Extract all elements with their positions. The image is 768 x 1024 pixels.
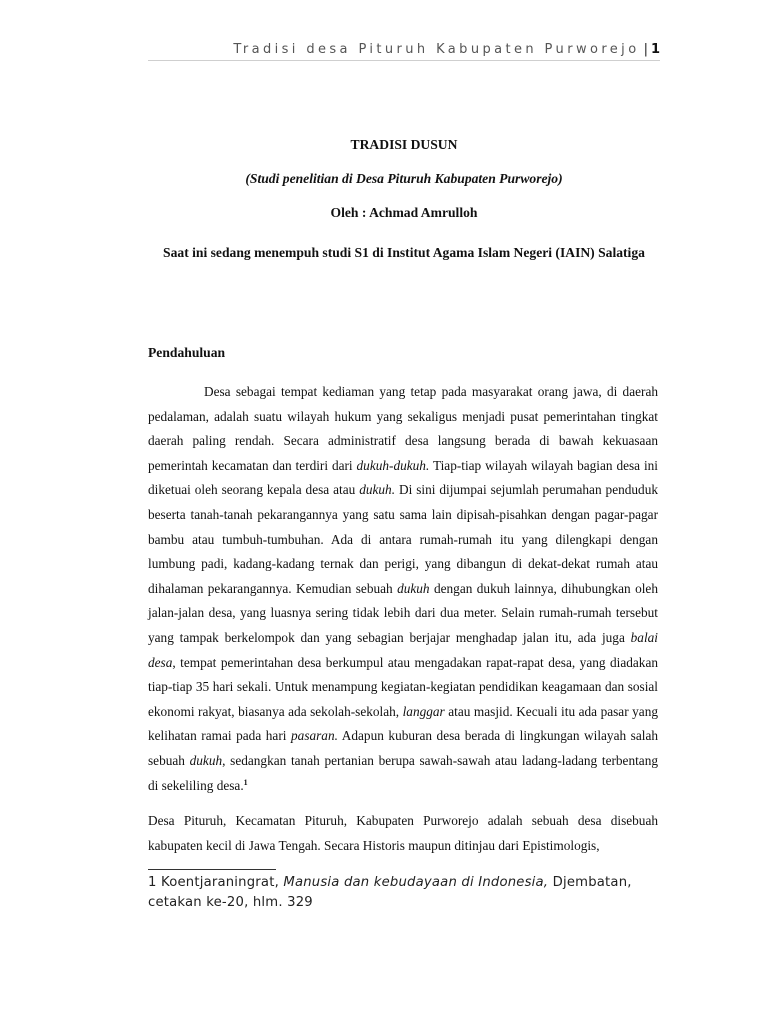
p1-term-dukuh: dukuh.: [359, 482, 396, 498]
p1-text-1: Desa sebagai tempat kediaman yang tetap pada masyarakat orang jawa, di daerah pedalaman, adalah suatu wilayah hukum yang sekaligus menjadi pusat pemerintahan tingkat daerah paling rendah. Secara administratif desa langsung berada di bawah kekuasaan pemerintah kecamatan dan terdiri dari: [148, 384, 658, 473]
footnote-number: 1: [148, 875, 157, 890]
running-header: [148, 42, 660, 57]
page-number: 1: [650, 42, 660, 57]
document-title: TRADISI DUSUN: [350, 137, 458, 152]
p1-text-2: Tiap-tiap wilayah wilayah bagian desa ini diketuai oleh seorang kepala desa atau: [148, 457, 659, 498]
p1-text-5: , tempat pemerintahan desa berkumpul atau mengadakan rapat-rapat desa, yang diadakan tiap-tiap 35 hari sekali. Untuk menampung kegiatan-kegiatan pendidikan keagamaan dan sosial ekonomi rakyat, biasanya ada sekolah-sekolah,: [148, 654, 658, 719]
footnote-details: cetakan ke-20, hlm. 329: [148, 895, 313, 910]
p1-text-4: dengan dukuh lainnya, dihubungkan oleh jalan-jalan desa, yang luasnya sering tidak lebih dari dua meter. Selain rumah-rumah tersebut yang tampak berkelompok dan yang sebagian berjajar menghadap jalan itu, ada juga: [148, 580, 658, 645]
author-line: Oleh : Achmad Amrulloh: [330, 205, 478, 220]
footnote-publisher: Djembatan,: [552, 875, 632, 890]
p1-term-dukuh-dukuh: dukuh-dukuh.: [356, 457, 430, 473]
footnote-book-title: Manusia dan kebudayaan di Indonesia,: [283, 875, 549, 890]
running-title: Tradisi desa Pituruh Kabupaten Purworejo: [233, 42, 640, 57]
paragraph-1: [148, 380, 658, 798]
body-text: [148, 380, 658, 858]
p1-term-dukuh-2: dukuh: [397, 580, 430, 596]
p1-term-langgar: langgar: [402, 703, 445, 719]
p1-term-pasaran: pasaran.: [291, 728, 338, 744]
footnote-reference[interactable]: 1: [243, 777, 248, 787]
paragraph-2: Desa Pituruh, Kecamatan Pituruh, Kabupaten Purworejo adalah sebuah desa disebuah kabupaten kecil di Jawa Tengah. Secara Historis maupun ditinjau dari Epistimologis,: [148, 813, 658, 853]
footnote-author: Koentjaraningrat,: [161, 875, 279, 890]
p1-text-6: atau masjid. Kecuali itu ada pasar yang kelihatan ramai pada hari: [148, 703, 658, 744]
p1-term-balai-desa: balai desa: [148, 629, 658, 670]
affiliation-line: Saat ini sedang menempuh studi S1 di Institut Agama Islam Negeri (IAIN) Salatiga: [163, 245, 645, 260]
p1-text-7: Adapun kuburan desa berada di lingkungan wilayah salah sebuah: [148, 728, 658, 768]
p1-text-3: Di sini dijumpai sejumlah perumahan penduduk beserta tanah-tanah pekarangannya yang satu sama lain dipisah-pisahkan dengan pagar-pagar bambu atau tumbuh-tumbuhan. Ada di antara rumah-rumah itu yang dilengkapi dengan lumbung padi, kadang-kadang ternak dan perigi, yang dibangun di dekat-dekat rumah atau dihalaman pekarangannya. Kemudian sebuah: [148, 482, 658, 596]
title-block: [148, 137, 660, 267]
footnote-divider: [148, 869, 276, 870]
header-separator: |: [643, 42, 648, 57]
header-divider: [148, 60, 660, 61]
footnote: [148, 873, 668, 913]
section-heading: Pendahuluan: [148, 345, 226, 360]
document-subtitle: (Studi penelitian di Desa Pituruh Kabupaten Purworejo): [245, 171, 563, 186]
p1-text-8: , sedangkan tanah pertanian berupa sawah-sawah atau ladang-ladang terbentang di sekeliling desa.: [148, 752, 658, 793]
p1-term-dukuh-3: dukuh: [189, 752, 223, 768]
